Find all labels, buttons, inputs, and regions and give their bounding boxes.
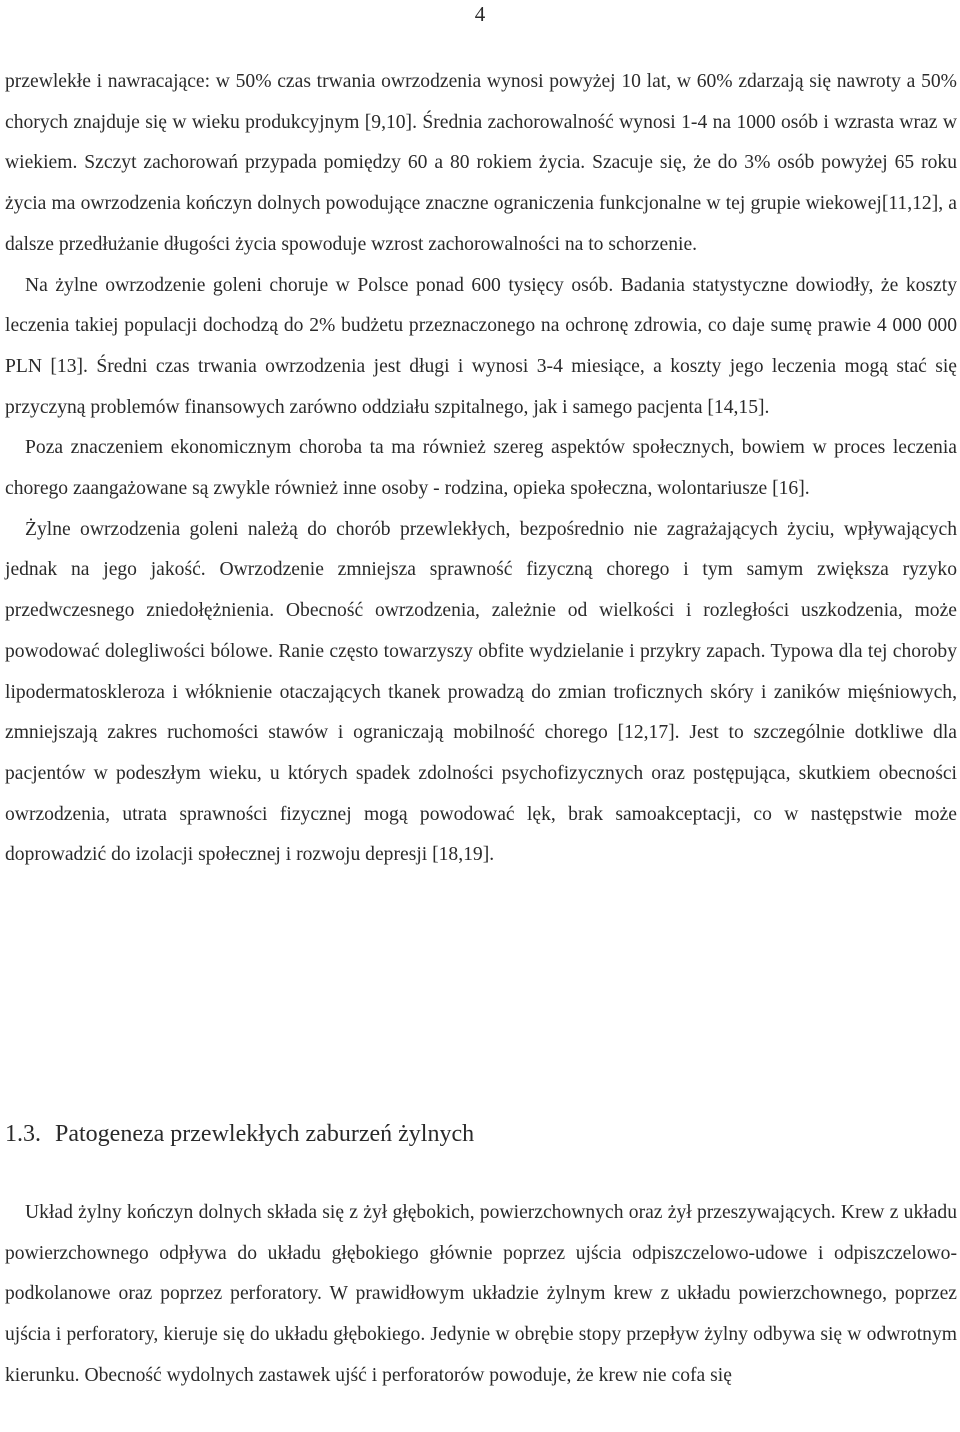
body-text xyxy=(5,62,957,876)
section-text xyxy=(5,1193,957,1397)
paragraph-costs: Na żylne owrzodzenie goleni choruje w Polsce ponad 600 tysięcy osób. Badania statystyczne dowiodły, że koszty leczenia takiej populacji dochodzą do 2% budżetu przeznaczonego na ochronę zdrowia, co daje sumę prawie 4 000 000 PLN [13]. Średni czas trwania owrzodzenia jest długi i wynosi 3-4 miesiące, a koszty jego leczenia mogą stać się przyczyną problemów finansowych zarówno oddziału szpitalnego, jak i samego pacjenta [14,15]. xyxy=(5,274,957,418)
section-number: 1.3. xyxy=(5,1121,41,1147)
section-heading xyxy=(5,1118,957,1150)
section-title: Patogeneza przewlekłych zaburzeń żylnych xyxy=(55,1121,475,1147)
paragraph-social-aspects: Poza znaczeniem ekonomicznym choroba ta ma również szereg aspektów społecznych, bowiem w proces leczenia chorego zaangażowane są zwykle również inne osoby - rodzina, opieka społeczna, wolontariusze [16]. xyxy=(5,437,957,500)
paragraph-venous-system: Układ żylny kończyn dolnych składa się z żył głębokich, powierzchownych oraz żył przeszywających. Krew z układu powierzchownego odpływa do układu głębokiego głównie poprzez ujścia odpiszczelowo-udowe i odpiszczelowo-podkolanowe oraz poprzez perforatory. W prawidłowym układzie żylnym krew z układu powierzchownego, poprzez ujścia i perforatory, kieruje się do układu głębokiego. Jedynie w obrębie stopy przepływ żylny odbywa się w odwrotnym kierunku. Obecność wydolnych zastawek ujść i perforatorów powoduje, że krew nie cofa się xyxy=(5,1202,957,1386)
paragraph-epidemiology: przewlekłe i nawracające: w 50% czas trwania owrzodzenia wynosi powyżej 10 lat, w 60% zdarzają się nawroty a 50% chorych znajduje się w wieku produkcyjnym [9,10]. Średnia zachorowalność wynosi 1-4 na 1000 osób i wzrasta wraz w wiekiem. Szczyt zachorowań przypada pomiędzy 60 a 80 rokiem życia. Szacuje się, że do 3% osób powyżej 65 roku życia ma owrzodzenia kończyn dolnych powodujące znaczne ograniczenia funkcjonalne w tej grupie wiekowej[11,12], a dalsze przedłużanie długości życia spowoduje wzrost zachorowalności na to schorzenie. xyxy=(5,71,957,255)
paragraph-quality-of-life: Żylne owrzodzenia goleni należą do chorób przewlekłych, bezpośrednio nie zagrażających życiu, wpływających jednak na jego jakość. Owrzodzenie zmniejsza sprawność fizyczną chorego i tym samym zwiększa ryzyko przedwczesnego zniedołężnienia. Obecność owrzodzenia, zależnie od wielkości i rozległości uszkodzenia, może powodować dolegliwości bólowe. Ranie często towarzyszy obfite wydzielanie i przykry zapach. Typowa dla tej choroby lipodermatoskleroza i włóknienie otaczających tkanek prowadzą do zmian troficznych skóry i zaników mięśniowych, zmniejszają zakres ruchomości stawów i ograniczają mobilność chorego [12,17]. Jest to szczególnie dotkliwe dla pacjentów w podeszłym wieku, u których spadek zdolności psychofizycznych oraz postępująca, skutkiem obecności owrzodzenia, utrata sprawności fizycznej mogą powodować lęk, brak samoakceptacji, co w następstwie może doprowadzić do izolacji społecznej i rozwoju depresji [18,19]. xyxy=(5,518,957,866)
page-number: 4 xyxy=(474,2,486,26)
